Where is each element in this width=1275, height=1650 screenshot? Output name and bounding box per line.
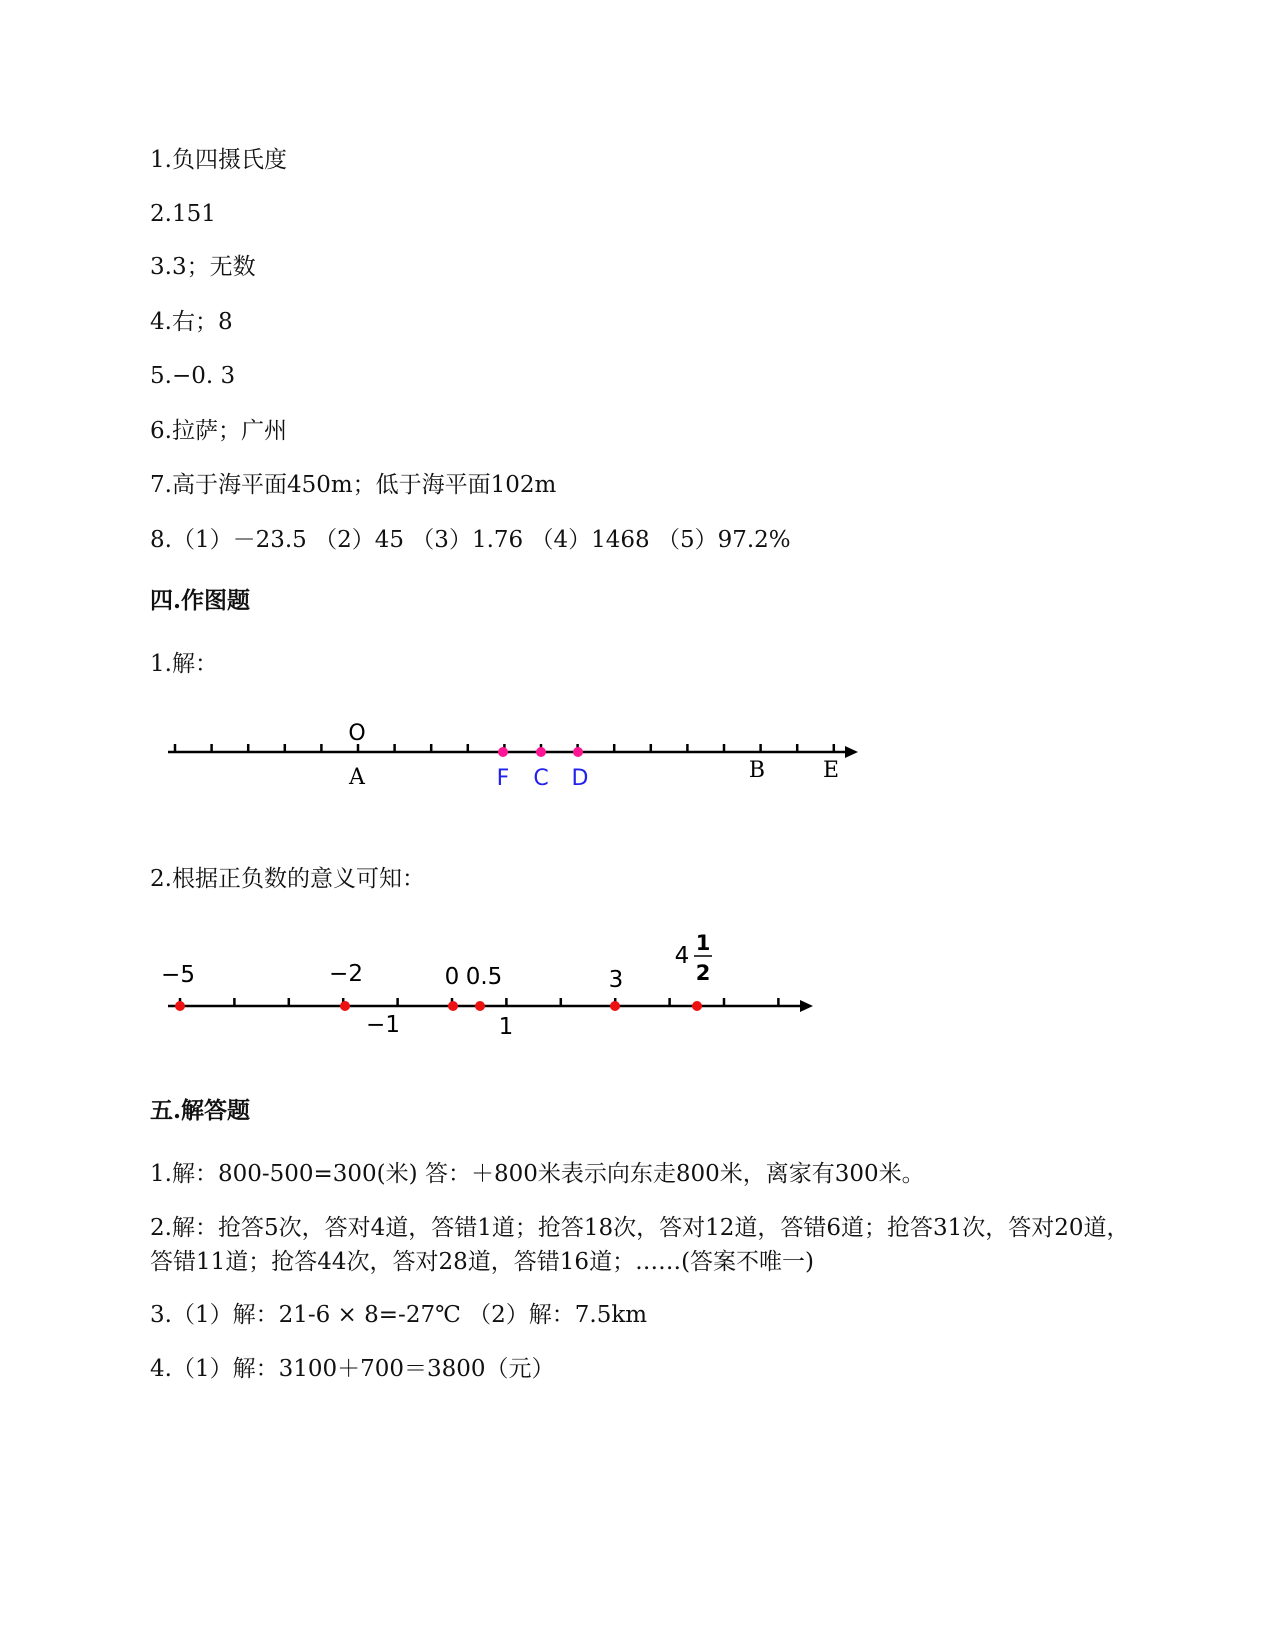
answer-3: 3.3；无数	[150, 254, 256, 280]
section-5-q4: 4.（1）解：3100＋700＝3800（元）	[150, 1356, 555, 1382]
label-4-and-half	[675, 931, 712, 985]
point-D	[573, 747, 583, 757]
answer-6: 6.拉萨；广州	[150, 418, 287, 444]
label-neg2: −2	[329, 961, 363, 987]
section-4-q2-label: 2.根据正负数的意义可知：	[150, 866, 425, 892]
point-0-5	[475, 1001, 485, 1011]
mixed-denominator: 2	[695, 961, 711, 985]
section-5-q3: 3.（1）解：21-6 × 8=-27℃ （2）解：7.5km	[150, 1302, 648, 1328]
label-0-5: 0.5	[465, 964, 503, 990]
point-3	[610, 1001, 620, 1011]
label-O: O	[348, 721, 366, 746]
answer-7: 7.高于海平面450m；低于海平面102m	[150, 472, 557, 498]
label-C: C	[533, 766, 549, 791]
label-E: E	[822, 758, 840, 783]
mixed-whole: 4	[674, 943, 690, 969]
number-line-2-axis	[168, 1000, 813, 1012]
point-neg2	[340, 1001, 350, 1011]
label-neg1: −1	[366, 1012, 400, 1038]
answer-8: 8.（1）－23.5 （2）45 （3）1.76 （4）1468 （5）97.2%	[150, 527, 791, 553]
section-4-q1-label: 1.解：	[150, 651, 218, 677]
label-0: 0	[444, 964, 460, 990]
point-neg5	[175, 1001, 185, 1011]
number-line-1	[0, 710, 1275, 830]
label-B: B	[748, 758, 766, 783]
label-F: F	[496, 766, 510, 791]
answer-5: 5.−0. 3	[150, 363, 236, 389]
answer-1: 1.负四摄氏度	[150, 147, 287, 173]
label-D: D	[571, 766, 589, 791]
mixed-numerator: 1	[695, 931, 711, 955]
section-5-q1: 1.解：800-500=300(米) 答：＋800米表示向东走800米，离家有300米。	[150, 1161, 925, 1187]
section-5-q2: 2.解：抢答5次，答对4道，答错1道；抢答18次，答对12道，答错6道；抢答31次，答对20道，答错11道；抢答44次，答对28道，答错16道；……(答案不唯一)	[150, 1215, 1130, 1275]
section-5-heading: 五.解答题	[150, 1097, 251, 1124]
label-A: A	[349, 765, 365, 790]
label-3: 3	[608, 967, 624, 993]
answer-4: 4.右；8	[150, 309, 233, 335]
number-line-2	[0, 930, 1275, 1060]
number-line-1-axis	[168, 746, 858, 758]
answer-2: 2.151	[150, 201, 216, 227]
point-4-5	[692, 1001, 702, 1011]
point-C	[536, 747, 546, 757]
label-1: 1	[498, 1014, 514, 1040]
point-F	[498, 747, 508, 757]
section-4-heading: 四.作图题	[150, 587, 251, 614]
label-neg5: −5	[161, 962, 195, 988]
point-0	[448, 1001, 458, 1011]
